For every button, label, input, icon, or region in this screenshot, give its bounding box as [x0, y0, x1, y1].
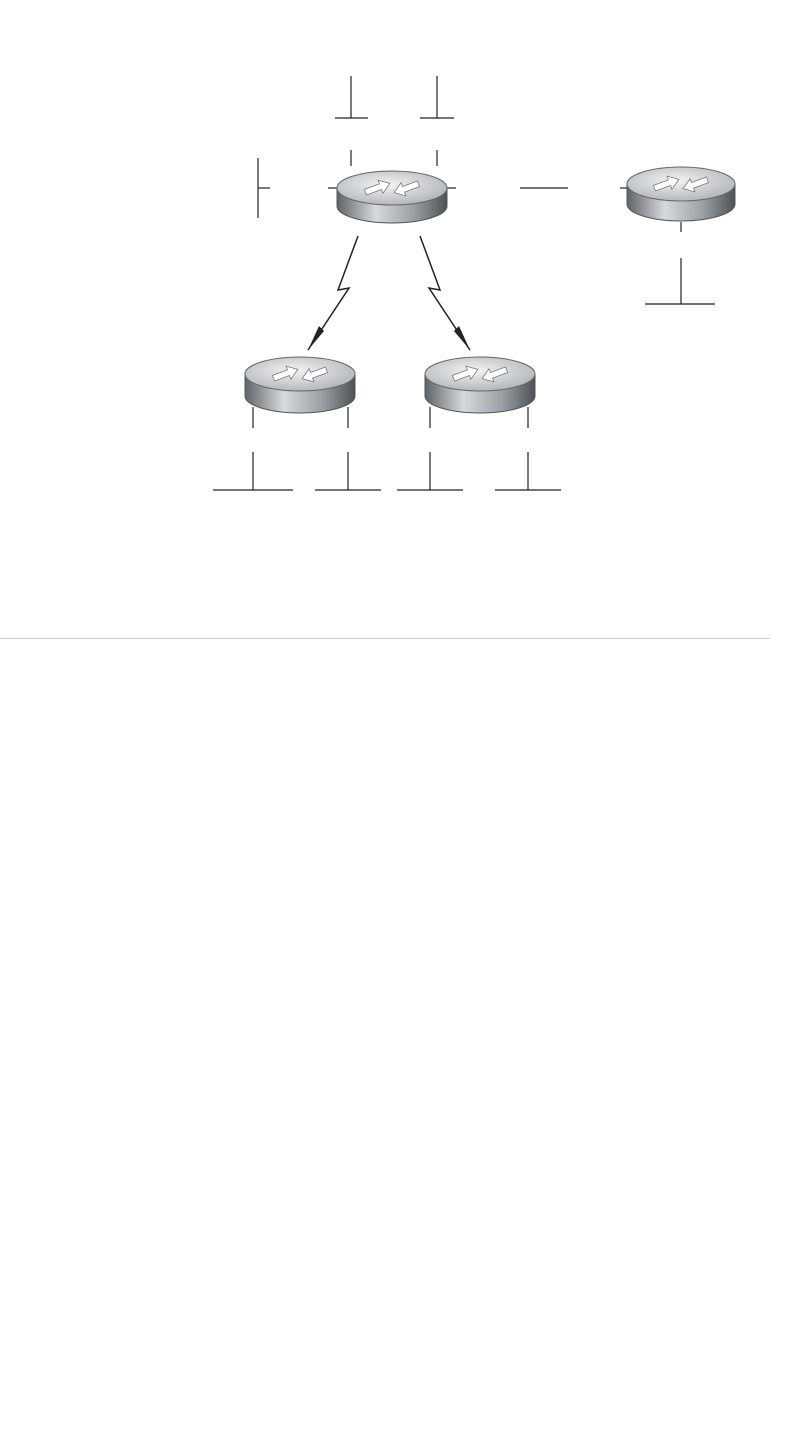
router-corp [337, 171, 447, 223]
network-links [213, 76, 715, 490]
router-sf [245, 357, 355, 413]
section-divider [0, 638, 770, 639]
router-ny [425, 357, 535, 413]
subnet-ruler [400, 676, 785, 1396]
router-bldg1 [627, 167, 735, 221]
serial-link-net-e [308, 236, 358, 350]
network-diagram [0, 0, 793, 600]
serial-link-net-f [420, 236, 470, 350]
